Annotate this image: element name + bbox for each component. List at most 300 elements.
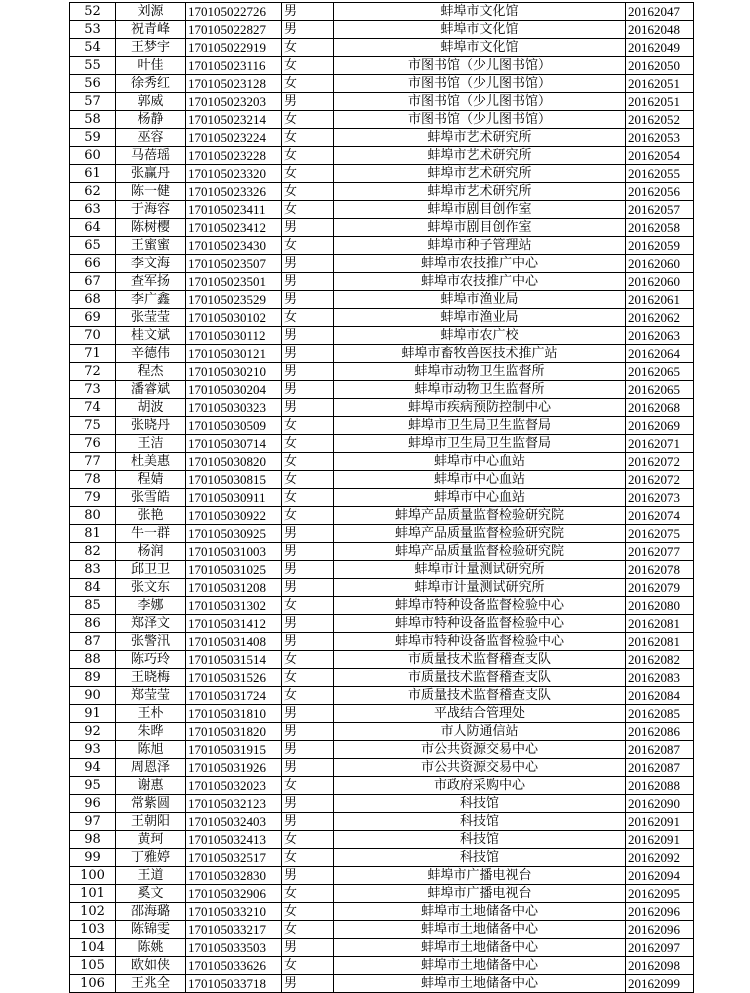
unit-cell: 蚌埠市文化馆 (334, 39, 626, 57)
gender-cell: 女 (282, 201, 334, 219)
gender-cell: 男 (282, 399, 334, 417)
position-code-cell: 20162078 (626, 561, 694, 579)
position-code-cell: 20162073 (626, 489, 694, 507)
unit-cell: 蚌埠市土地储备中心 (334, 903, 626, 921)
unit-cell: 蚌埠产品质量监督检验研究院 (334, 507, 626, 525)
name-cell: 张雪皓 (116, 489, 186, 507)
gender-cell: 男 (282, 3, 334, 21)
exam-id-cell: 170105023228 (186, 147, 282, 165)
exam-id-cell: 170105022827 (186, 21, 282, 39)
row-number-cell: 99 (70, 849, 116, 867)
name-cell: 陈树樱 (116, 219, 186, 237)
gender-cell: 女 (282, 597, 334, 615)
position-code-cell: 20162062 (626, 309, 694, 327)
table-row (70, 939, 694, 957)
table-row (70, 849, 694, 867)
table-row (70, 723, 694, 741)
name-cell: 叶佳 (116, 57, 186, 75)
unit-cell: 蚌埠市土地储备中心 (334, 957, 626, 975)
gender-cell: 女 (282, 435, 334, 453)
table-row (70, 237, 694, 255)
exam-id-cell: 170105023529 (186, 291, 282, 309)
table-row (70, 885, 694, 903)
position-code-cell: 20162084 (626, 687, 694, 705)
table-row (70, 687, 694, 705)
unit-cell: 市质量技术监督稽查支队 (334, 651, 626, 669)
name-cell: 朱晔 (116, 723, 186, 741)
position-code-cell: 20162055 (626, 165, 694, 183)
exam-id-cell: 170105030323 (186, 399, 282, 417)
position-code-cell: 20162051 (626, 75, 694, 93)
name-cell: 程杰 (116, 363, 186, 381)
exam-id-cell: 170105030121 (186, 345, 282, 363)
name-cell: 谢惠 (116, 777, 186, 795)
table-row (70, 777, 694, 795)
results-table (69, 2, 694, 993)
exam-id-cell: 170105031003 (186, 543, 282, 561)
row-number-cell: 105 (70, 957, 116, 975)
position-code-cell: 20162049 (626, 39, 694, 57)
exam-id-cell: 170105023326 (186, 183, 282, 201)
name-cell: 张艳 (116, 507, 186, 525)
table-row (70, 345, 694, 363)
unit-cell: 蚌埠市剧目创作室 (334, 219, 626, 237)
gender-cell: 女 (282, 507, 334, 525)
name-cell: 杜美惠 (116, 453, 186, 471)
position-code-cell: 20162058 (626, 219, 694, 237)
row-number-cell: 98 (70, 831, 116, 849)
unit-cell: 科技馆 (334, 795, 626, 813)
gender-cell: 女 (282, 57, 334, 75)
unit-cell: 蚌埠市农技推广中心 (334, 273, 626, 291)
position-code-cell: 20162048 (626, 21, 694, 39)
table-row (70, 507, 694, 525)
row-number-cell: 56 (70, 75, 116, 93)
exam-id-cell: 170105030925 (186, 525, 282, 543)
table-row (70, 3, 694, 21)
gender-cell: 男 (282, 615, 334, 633)
table-row (70, 399, 694, 417)
gender-cell: 男 (282, 939, 334, 957)
exam-id-cell: 170105030922 (186, 507, 282, 525)
exam-id-cell: 170105023116 (186, 57, 282, 75)
unit-cell: 蚌埠市文化馆 (334, 21, 626, 39)
row-number-cell: 61 (70, 165, 116, 183)
name-cell: 马蓓瑶 (116, 147, 186, 165)
exam-id-cell: 170105030210 (186, 363, 282, 381)
row-number-cell: 87 (70, 633, 116, 651)
position-code-cell: 20162081 (626, 615, 694, 633)
gender-cell: 女 (282, 309, 334, 327)
gender-cell: 女 (282, 831, 334, 849)
name-cell: 王道 (116, 867, 186, 885)
position-code-cell: 20162096 (626, 921, 694, 939)
gender-cell: 女 (282, 489, 334, 507)
row-number-cell: 83 (70, 561, 116, 579)
name-cell: 辛德伟 (116, 345, 186, 363)
table-row (70, 741, 694, 759)
position-code-cell: 20162050 (626, 57, 694, 75)
unit-cell: 蚌埠市渔业局 (334, 291, 626, 309)
name-cell: 张晓丹 (116, 417, 186, 435)
gender-cell: 女 (282, 849, 334, 867)
unit-cell: 蚌埠市剧目创作室 (334, 201, 626, 219)
gender-cell: 女 (282, 651, 334, 669)
exam-id-cell: 170105032023 (186, 777, 282, 795)
position-code-cell: 20162086 (626, 723, 694, 741)
name-cell: 张莹莹 (116, 309, 186, 327)
position-code-cell: 20162082 (626, 651, 694, 669)
name-cell: 陈巧玲 (116, 651, 186, 669)
table-row (70, 579, 694, 597)
unit-cell: 蚌埠市艺术研究所 (334, 183, 626, 201)
exam-id-cell: 170105023501 (186, 273, 282, 291)
gender-cell: 男 (282, 579, 334, 597)
row-number-cell: 53 (70, 21, 116, 39)
position-code-cell: 20162081 (626, 633, 694, 651)
gender-cell: 男 (282, 975, 334, 993)
gender-cell: 女 (282, 453, 334, 471)
gender-cell: 男 (282, 759, 334, 777)
table-row (70, 129, 694, 147)
row-number-cell: 94 (70, 759, 116, 777)
row-number-cell: 63 (70, 201, 116, 219)
results-table-body (70, 3, 694, 993)
exam-id-cell: 170105030911 (186, 489, 282, 507)
exam-id-cell: 170105023128 (186, 75, 282, 93)
unit-cell: 蚌埠市渔业局 (334, 309, 626, 327)
name-cell: 郑莹莹 (116, 687, 186, 705)
position-code-cell: 20162091 (626, 831, 694, 849)
name-cell: 巫容 (116, 129, 186, 147)
name-cell: 陈姚 (116, 939, 186, 957)
row-number-cell: 106 (70, 975, 116, 993)
table-row (70, 57, 694, 75)
table-row (70, 831, 694, 849)
unit-cell: 蚌埠市土地储备中心 (334, 939, 626, 957)
unit-cell: 蚌埠产品质量监督检验研究院 (334, 543, 626, 561)
table-row (70, 219, 694, 237)
row-number-cell: 59 (70, 129, 116, 147)
unit-cell: 蚌埠市动物卫生监督所 (334, 363, 626, 381)
name-cell: 王朝阳 (116, 813, 186, 831)
unit-cell: 市质量技术监督稽查支队 (334, 687, 626, 705)
name-cell: 欧如侠 (116, 957, 186, 975)
gender-cell: 女 (282, 147, 334, 165)
gender-cell: 男 (282, 543, 334, 561)
row-number-cell: 66 (70, 255, 116, 273)
position-code-cell: 20162099 (626, 975, 694, 993)
name-cell: 王朴 (116, 705, 186, 723)
name-cell: 陈锦雯 (116, 921, 186, 939)
unit-cell: 蚌埠市农广校 (334, 327, 626, 345)
name-cell: 祝青峰 (116, 21, 186, 39)
position-code-cell: 20162072 (626, 471, 694, 489)
table-row (70, 921, 694, 939)
exam-id-cell: 170105032517 (186, 849, 282, 867)
exam-id-cell: 170105023214 (186, 111, 282, 129)
exam-id-cell: 170105032413 (186, 831, 282, 849)
unit-cell: 蚌埠市中心血站 (334, 453, 626, 471)
unit-cell: 蚌埠市畜牧兽医技术推广站 (334, 345, 626, 363)
gender-cell: 男 (282, 93, 334, 111)
unit-cell: 蚌埠市计量测试研究所 (334, 561, 626, 579)
position-code-cell: 20162047 (626, 3, 694, 21)
exam-id-cell: 170105031514 (186, 651, 282, 669)
position-code-cell: 20162096 (626, 903, 694, 921)
position-code-cell: 20162065 (626, 381, 694, 399)
row-number-cell: 86 (70, 615, 116, 633)
exam-id-cell: 170105032123 (186, 795, 282, 813)
unit-cell: 市图书馆（少儿图书馆） (334, 57, 626, 75)
exam-id-cell: 170105031025 (186, 561, 282, 579)
row-number-cell: 101 (70, 885, 116, 903)
position-code-cell: 20162097 (626, 939, 694, 957)
gender-cell: 男 (282, 381, 334, 399)
exam-id-cell: 170105023412 (186, 219, 282, 237)
table-row (70, 759, 694, 777)
gender-cell: 男 (282, 525, 334, 543)
gender-cell: 男 (282, 867, 334, 885)
name-cell: 杨润 (116, 543, 186, 561)
table-row (70, 291, 694, 309)
position-code-cell: 20162060 (626, 273, 694, 291)
exam-id-cell: 170105030820 (186, 453, 282, 471)
table-row (70, 435, 694, 453)
row-number-cell: 89 (70, 669, 116, 687)
exam-id-cell: 170105023203 (186, 93, 282, 111)
row-number-cell: 80 (70, 507, 116, 525)
gender-cell: 男 (282, 723, 334, 741)
table-row (70, 75, 694, 93)
position-code-cell: 20162094 (626, 867, 694, 885)
table-row (70, 21, 694, 39)
table-row (70, 165, 694, 183)
unit-cell: 科技馆 (334, 813, 626, 831)
gender-cell: 女 (282, 165, 334, 183)
row-number-cell: 70 (70, 327, 116, 345)
gender-cell: 女 (282, 237, 334, 255)
table-row (70, 93, 694, 111)
unit-cell: 市图书馆（少儿图书馆） (334, 75, 626, 93)
row-number-cell: 100 (70, 867, 116, 885)
unit-cell: 蚌埠市动物卫生监督所 (334, 381, 626, 399)
table-row (70, 111, 694, 129)
exam-id-cell: 170105032906 (186, 885, 282, 903)
table-row (70, 309, 694, 327)
gender-cell: 女 (282, 39, 334, 57)
exam-id-cell: 170105023430 (186, 237, 282, 255)
name-cell: 牛一群 (116, 525, 186, 543)
exam-id-cell: 170105030509 (186, 417, 282, 435)
name-cell: 王晓梅 (116, 669, 186, 687)
row-number-cell: 75 (70, 417, 116, 435)
exam-id-cell: 170105030815 (186, 471, 282, 489)
exam-id-cell: 170105023411 (186, 201, 282, 219)
table-row (70, 543, 694, 561)
exam-id-cell: 170105031926 (186, 759, 282, 777)
unit-cell: 市公共资源交易中心 (334, 741, 626, 759)
name-cell: 奚文 (116, 885, 186, 903)
gender-cell: 男 (282, 705, 334, 723)
unit-cell: 市公共资源交易中心 (334, 759, 626, 777)
position-code-cell: 20162052 (626, 111, 694, 129)
table-row (70, 453, 694, 471)
table-row (70, 705, 694, 723)
gender-cell: 女 (282, 957, 334, 975)
name-cell: 王梦宇 (116, 39, 186, 57)
exam-id-cell: 170105031208 (186, 579, 282, 597)
gender-cell: 女 (282, 687, 334, 705)
gender-cell: 女 (282, 885, 334, 903)
gender-cell: 男 (282, 363, 334, 381)
position-code-cell: 20162083 (626, 669, 694, 687)
table-row (70, 903, 694, 921)
row-number-cell: 67 (70, 273, 116, 291)
unit-cell: 蚌埠市艺术研究所 (334, 147, 626, 165)
exam-id-cell: 170105032403 (186, 813, 282, 831)
name-cell: 丁雅婷 (116, 849, 186, 867)
row-number-cell: 71 (70, 345, 116, 363)
unit-cell: 平战结合管理处 (334, 705, 626, 723)
position-code-cell: 20162075 (626, 525, 694, 543)
row-number-cell: 96 (70, 795, 116, 813)
row-number-cell: 52 (70, 3, 116, 21)
name-cell: 张文东 (116, 579, 186, 597)
table-row (70, 201, 694, 219)
position-code-cell: 20162074 (626, 507, 694, 525)
position-code-cell: 20162090 (626, 795, 694, 813)
gender-cell: 男 (282, 219, 334, 237)
exam-id-cell: 170105031820 (186, 723, 282, 741)
position-code-cell: 20162091 (626, 813, 694, 831)
table-row (70, 363, 694, 381)
unit-cell: 蚌埠市特种设备监督检验中心 (334, 597, 626, 615)
name-cell: 胡波 (116, 399, 186, 417)
gender-cell: 男 (282, 255, 334, 273)
exam-id-cell: 170105033626 (186, 957, 282, 975)
unit-cell: 科技馆 (334, 849, 626, 867)
row-number-cell: 55 (70, 57, 116, 75)
table-row (70, 417, 694, 435)
gender-cell: 男 (282, 21, 334, 39)
exam-id-cell: 170105033503 (186, 939, 282, 957)
gender-cell: 男 (282, 795, 334, 813)
name-cell: 陈一健 (116, 183, 186, 201)
unit-cell: 蚌埠市艺术研究所 (334, 129, 626, 147)
position-code-cell: 20162054 (626, 147, 694, 165)
exam-id-cell: 170105022919 (186, 39, 282, 57)
table-row (70, 381, 694, 399)
position-code-cell: 20162080 (626, 597, 694, 615)
gender-cell: 男 (282, 561, 334, 579)
table-row (70, 795, 694, 813)
table-row (70, 597, 694, 615)
gender-cell: 男 (282, 327, 334, 345)
gender-cell: 女 (282, 111, 334, 129)
row-number-cell: 68 (70, 291, 116, 309)
row-number-cell: 76 (70, 435, 116, 453)
row-number-cell: 60 (70, 147, 116, 165)
exam-id-cell: 170105031412 (186, 615, 282, 633)
unit-cell: 蚌埠市疾病预防控制中心 (334, 399, 626, 417)
position-code-cell: 20162065 (626, 363, 694, 381)
unit-cell: 蚌埠市中心血站 (334, 489, 626, 507)
name-cell: 李文海 (116, 255, 186, 273)
position-code-cell: 20162072 (626, 453, 694, 471)
exam-id-cell: 170105031526 (186, 669, 282, 687)
gender-cell: 女 (282, 417, 334, 435)
table-row (70, 957, 694, 975)
unit-cell: 市政府采购中心 (334, 777, 626, 795)
gender-cell: 男 (282, 291, 334, 309)
gender-cell: 女 (282, 129, 334, 147)
row-number-cell: 58 (70, 111, 116, 129)
position-code-cell: 20162068 (626, 399, 694, 417)
exam-id-cell: 170105031810 (186, 705, 282, 723)
exam-id-cell: 170105032830 (186, 867, 282, 885)
unit-cell: 蚌埠市特种设备监督检验中心 (334, 633, 626, 651)
exam-id-cell: 170105033718 (186, 975, 282, 993)
gender-cell: 男 (282, 273, 334, 291)
position-code-cell: 20162056 (626, 183, 694, 201)
position-code-cell: 20162059 (626, 237, 694, 255)
unit-cell: 蚌埠市文化馆 (334, 3, 626, 21)
table-row (70, 327, 694, 345)
unit-cell: 蚌埠产品质量监督检验研究院 (334, 525, 626, 543)
unit-cell: 科技馆 (334, 831, 626, 849)
table-row (70, 525, 694, 543)
position-code-cell: 20162053 (626, 129, 694, 147)
unit-cell: 蚌埠市卫生局卫生监督局 (334, 435, 626, 453)
gender-cell: 女 (282, 75, 334, 93)
exam-id-cell: 170105030112 (186, 327, 282, 345)
exam-id-cell: 170105031724 (186, 687, 282, 705)
row-number-cell: 79 (70, 489, 116, 507)
row-number-cell: 82 (70, 543, 116, 561)
exam-id-cell: 170105033210 (186, 903, 282, 921)
exam-id-cell: 170105023320 (186, 165, 282, 183)
table-row (70, 273, 694, 291)
unit-cell: 蚌埠市中心血站 (334, 471, 626, 489)
table-row (70, 633, 694, 651)
gender-cell: 女 (282, 903, 334, 921)
position-code-cell: 20162069 (626, 417, 694, 435)
position-code-cell: 20162088 (626, 777, 694, 795)
position-code-cell: 20162092 (626, 849, 694, 867)
name-cell: 杨静 (116, 111, 186, 129)
name-cell: 桂文斌 (116, 327, 186, 345)
row-number-cell: 69 (70, 309, 116, 327)
row-number-cell: 102 (70, 903, 116, 921)
unit-cell: 蚌埠市特种设备监督检验中心 (334, 615, 626, 633)
name-cell: 潘睿斌 (116, 381, 186, 399)
exam-id-cell: 170105030204 (186, 381, 282, 399)
table-row (70, 255, 694, 273)
position-code-cell: 20162079 (626, 579, 694, 597)
position-code-cell: 20162077 (626, 543, 694, 561)
name-cell: 张警汛 (116, 633, 186, 651)
table-row (70, 471, 694, 489)
row-number-cell: 97 (70, 813, 116, 831)
row-number-cell: 85 (70, 597, 116, 615)
position-code-cell: 20162064 (626, 345, 694, 363)
row-number-cell: 103 (70, 921, 116, 939)
position-code-cell: 20162061 (626, 291, 694, 309)
row-number-cell: 54 (70, 39, 116, 57)
gender-cell: 男 (282, 345, 334, 363)
table-row (70, 489, 694, 507)
